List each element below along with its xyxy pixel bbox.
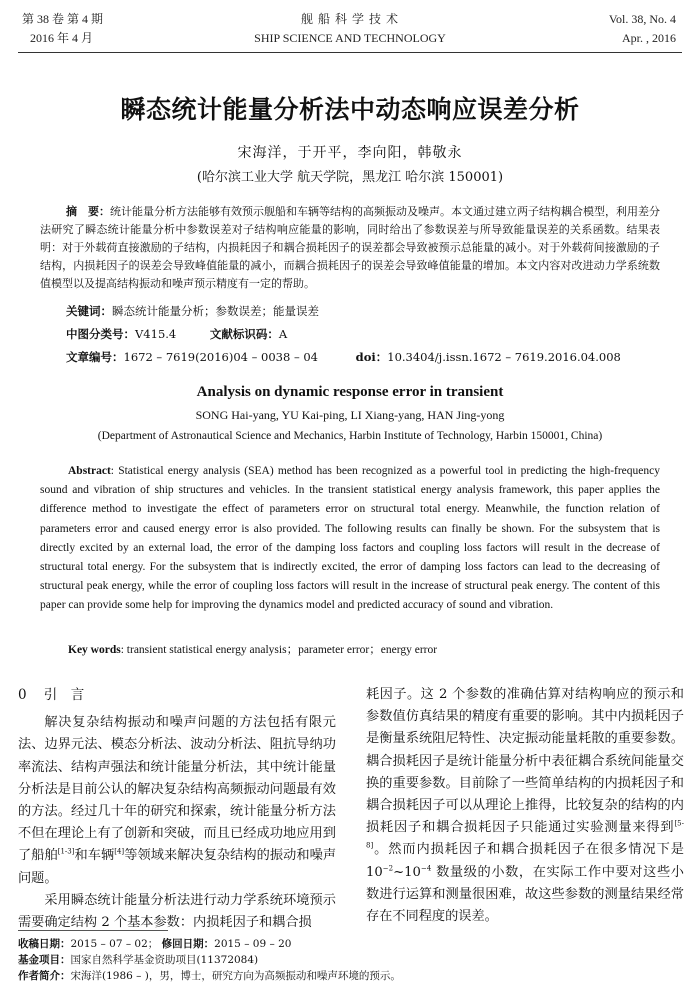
intro-r-part-4: 数量级的小数，在实际工作中要对这些小数进行运算和测量很困难，故这些参数的测量结果经常存在不同程度的误差。 (366, 864, 684, 925)
intro-p1-part-c: 等领域来解决复杂结构的振动和噪声问题。 (18, 848, 337, 886)
section-heading (18, 684, 336, 706)
author-bio-text: 宋海洋(1986 – )，男，博士，研究方向为高频振动和噪声环境的预示。 (70, 970, 401, 982)
title-en: Analysis on dynamic response error in transient (196, 384, 504, 400)
footnote-author (18, 969, 401, 985)
doc-code-value: A (278, 327, 288, 341)
authors-en: SONG Hai-yang, YU Kai-ping, LI Xiang-yang, HAN Jing-yong (195, 408, 505, 422)
section-intro-left (18, 684, 336, 934)
doi-label: doi： (355, 350, 388, 364)
intro-r-part-2: 。然而内损耗因子和耦合损耗因子在很多情况下是 10 (366, 842, 684, 880)
doi-value: 10.3404/j.issn.1672 – 7619.2016.04.008 (387, 350, 621, 364)
received-date: 2015 – 07 – 02； (70, 938, 159, 950)
section-number: 0 (18, 687, 27, 703)
abstract-cn-label: 摘 要： (66, 205, 110, 218)
journal-date-en: Apr. , 2016 (622, 31, 676, 45)
journal-name-cn: 舰 船 科 学 技 术 (300, 12, 399, 26)
classification (66, 326, 287, 342)
journal-issue-cn: 第 38 卷 第 4 期 (22, 12, 104, 26)
keywords-cn-label: 关键词： (66, 304, 112, 318)
keywords-en (68, 641, 437, 657)
citation-4: [4] (114, 848, 125, 857)
journal-date-cn: 2016 年 4 月 (30, 31, 94, 45)
journal-volume-en: Vol. 38, No. 4 (608, 12, 676, 26)
affiliation-en: (Department of Astronautical Science and Mechanics, Harbin Institute of Technology, Harbin 150001, China) (97, 430, 603, 442)
intro-r-part-3: ~10 (393, 864, 421, 880)
author-bio-label: 作者简介： (18, 970, 71, 982)
intro-paragraph-2: 采用瞬态统计能量分析法进行动力学系统环境预示需要确定结构 2 个基本参数：内损耗因子和耦合损 (18, 892, 336, 931)
footnote-rule (18, 930, 168, 931)
citation-5-8: [5-8] (366, 819, 684, 851)
fund-text: 国家自然科学基金资助项目(11372084) (70, 954, 259, 966)
affiliation-cn: (哈尔滨工业大学 航天学院，黑龙江 哈尔滨 150001) (196, 170, 504, 185)
abstract-cn-text: 统计能量分析方法能够有效预示舰船和车辆等结构的高频振动及噪声。本文通过建立两子结构耦合模型，利用差分法研究了瞬态统计能量分析中参数误差对子结构响应能量的影响，同时给出了参数误差与所导致能量误差的关系函数。结果表明：对于外载荷直接激励的子结构，内损耗因子和耦合损耗因子的误差都会导致被预示总能量的减小。对于外载荷间接激励的子结构，内损耗因子的误差会导致峰值能量的减小，而耦合损耗因子的误差会导致峰值能量的增加。本文内容对改进动力学系统数值模型以及提高结构振动和噪声预示精度有一定的帮助。 (40, 205, 660, 290)
article-number (66, 349, 621, 365)
exponent-minus-4: −4 (420, 864, 432, 873)
footnote-dates (18, 937, 291, 953)
exponent-minus-2: −2 (382, 864, 394, 873)
intro-r-part-1: 耗因子。这 2 个参数的准确估算对结构响应的预示和参数值仿真结果的精度有重要的影响。其中内损耗因子是衡量系统阻尼特性、决定振动能量耗散的重要参数。耦合损耗因子是统计能量分析中表征耦合系统间能量交换的重要参数。目前除了一些简单结构的内损耗因子和耦合损耗因子可以从理论上推得，比较复杂的结构的内损耗因子和耦合损耗因子只能通过实验测量来得到 (366, 687, 684, 836)
article-no-label: 文章编号： (66, 350, 124, 364)
header-rule (18, 52, 682, 53)
intro-paragraph-1 (18, 712, 336, 890)
article-no-value: 1672 – 7619(2016)04 – 0038 – 04 (123, 350, 318, 364)
revised-date: 2015 – 09 – 20 (214, 938, 292, 950)
intro-paragraph-2-continued (366, 684, 684, 928)
section-intro-right (366, 684, 684, 928)
keywords-en-text: : transient statistical energy analysis；parameter error；energy error (120, 644, 438, 656)
citation-1-3: [1-3] (57, 848, 75, 857)
page-title: 瞬态统计能量分析法中动态响应误差分析 (120, 95, 580, 124)
intro-p1-part-a: 解决复杂结构振动和噪声问题的方法包括有限元法、边界元法、模态分析法、波动分析法、阻抗导纳功率流法、结构声强法和统计能量分析法，其中统计能量分析法是目前公认的解决复杂结构高频振动问题最有效的方法。经过几十年的研究和探索，统计能量分析方法不但在理论上有了创新和突破，而且已经成功地应用到了船舶 (18, 715, 336, 864)
footnote-fund (18, 953, 258, 969)
clc-value: V415.4 (135, 327, 177, 341)
section-title: 引 言 (43, 687, 85, 703)
authors-cn: 宋海洋，于开平，李向阳，韩敬永 (237, 145, 463, 161)
received-label: 收稿日期： (18, 938, 71, 950)
revised-label: 修回日期： (161, 938, 215, 950)
abstract-en-label: Abstract (68, 465, 111, 477)
fund-label: 基金项目： (18, 954, 71, 966)
doc-code-label: 文献标识码： (209, 327, 279, 341)
abstract-en (40, 462, 660, 616)
keywords-cn (66, 303, 319, 319)
keywords-cn-text: 瞬态统计能量分析；参数误差；能量误差 (112, 304, 319, 318)
journal-name-en: SHIP SCIENCE AND TECHNOLOGY (254, 31, 446, 45)
clc-label: 中图分类号： (66, 327, 135, 341)
keywords-en-label: Key words (68, 644, 121, 656)
intro-p1-part-b: 和车辆 (74, 848, 115, 864)
abstract-en-text: : Statistical energy analysis (SEA) method has been recognized as a powerful tool in predicting the high-frequency sound and vibration of ship structures and vehicles. In the transient statistical energy analysis framework, this paper applies the difference method to investigate the effect of parameters error on structural total energy. Meanwhile, the function relation of parameters error and caused energy error is also provided. The following results can finally be shown. For the subsystem that is directly excited by an external load, the error of the damping loss factors and coupling loss factors will result in the decrease of structural total energy. For the subsystem that is indirectly excited, the error of damping loss factors can lead to the decreasing of structural peak energy, while the error of coupling loss factors will result in the increase of structural peak energy. The content of this paper can provide some help for improving the dynamics model and predicted accuracy of sound and vibration. (40, 465, 660, 612)
abstract-cn (40, 203, 660, 293)
